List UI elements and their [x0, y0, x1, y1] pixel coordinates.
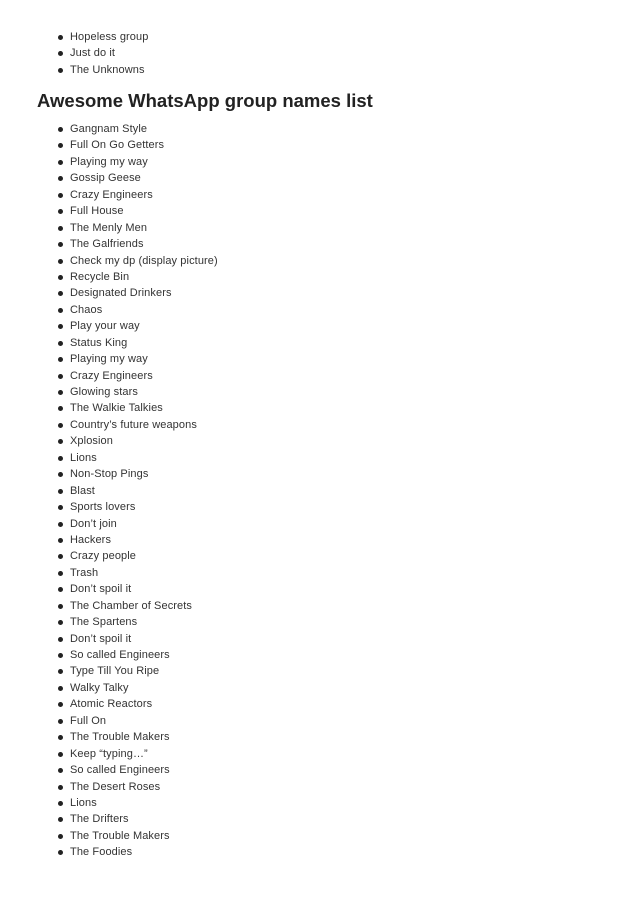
bullet-icon — [58, 554, 63, 559]
list-item-text: Gossip Geese — [70, 172, 141, 185]
bullet-icon — [58, 587, 63, 592]
list-item-text: Check my dp (display picture) — [70, 254, 218, 267]
bullet-icon — [58, 817, 63, 822]
list-item-text: Full On Go Getters — [70, 139, 165, 152]
list-item-text: Crazy Engineers — [70, 188, 153, 201]
list-item-text: Full House — [70, 205, 124, 218]
bullet-icon — [58, 308, 63, 313]
list-item — [58, 516, 218, 532]
bullet-icon — [58, 341, 63, 346]
bullet-icon — [58, 259, 63, 264]
list-item — [58, 647, 218, 663]
section-heading: Awesome WhatsApp group names list — [37, 90, 373, 111]
list-item-text: Full On — [70, 714, 107, 727]
list-item-text: Lions — [70, 451, 97, 464]
list-item — [58, 680, 218, 696]
list-item-text: Country’s future weapons — [70, 418, 197, 431]
bullet-icon — [58, 439, 63, 444]
list-item — [58, 384, 218, 400]
bullet-icon — [58, 505, 63, 510]
list-item — [58, 220, 218, 236]
bullet-icon — [58, 357, 63, 362]
list-item — [58, 400, 218, 416]
list-item-text: The Trouble Makers — [70, 829, 170, 842]
list-item-text: Crazy people — [70, 550, 137, 563]
bullet-icon — [58, 735, 63, 740]
list-item-text: Recycle Bin — [70, 270, 130, 283]
bullet-icon — [58, 653, 63, 658]
list-item — [58, 45, 148, 61]
bullet-icon — [58, 423, 63, 428]
list-item — [58, 351, 218, 367]
bullet-icon — [58, 160, 63, 165]
list-item — [58, 746, 218, 762]
list-item — [58, 483, 218, 499]
list-item — [58, 532, 218, 548]
bullet-icon — [58, 637, 63, 642]
list-item-text: Chaos — [70, 303, 103, 316]
bullet-icon — [58, 35, 63, 40]
bullet-icon — [58, 226, 63, 231]
list-item-text: Type Till You Ripe — [70, 665, 160, 678]
list-item-text: Status King — [70, 336, 128, 349]
bullet-icon — [58, 275, 63, 280]
list-item — [58, 828, 218, 844]
bullet-icon — [58, 702, 63, 707]
list-item-text: The Walkie Talkies — [70, 402, 163, 415]
list-item — [58, 631, 218, 647]
bullet-icon — [58, 51, 63, 56]
list-item — [58, 548, 218, 564]
bullet-icon — [58, 209, 63, 214]
bullet-icon — [58, 324, 63, 329]
list-item — [58, 565, 218, 581]
list-item — [58, 170, 218, 186]
bullet-icon — [58, 620, 63, 625]
list-item — [58, 729, 218, 745]
list-item-text: Don’t join — [70, 517, 117, 530]
list-item — [58, 696, 218, 712]
list-item — [58, 450, 218, 466]
bullet-icon — [58, 604, 63, 609]
list-item — [58, 29, 148, 45]
list-item-text: Gangnam Style — [70, 123, 148, 135]
list-item-text: Lions — [70, 796, 97, 809]
list-item-text: Trash — [70, 566, 99, 579]
list-item-text: Hackers — [70, 533, 112, 546]
list-item — [58, 253, 218, 269]
list-item-text: The Spartens — [70, 616, 138, 629]
bullet-icon — [58, 127, 63, 132]
list-item-text: The Drifters — [70, 813, 129, 826]
bullet-icon — [58, 472, 63, 477]
bullet-icon — [58, 193, 63, 198]
list-item-text: So called Engineers — [70, 764, 170, 777]
list-item — [58, 318, 218, 334]
bullet-icon — [58, 143, 63, 148]
list-item-text: Hopeless group — [70, 31, 149, 43]
list-item-text: Non-Stop Pings — [70, 468, 149, 481]
bullet-icon — [58, 489, 63, 494]
list-item — [58, 713, 218, 729]
list-item — [58, 598, 218, 614]
bullet-icon — [58, 291, 63, 296]
list-item-text: Playing my way — [70, 155, 148, 168]
list-item — [58, 302, 218, 318]
list-item — [58, 795, 218, 811]
list-item-text: The Trouble Makers — [70, 731, 170, 744]
list-item-text: Don’t spoil it — [70, 583, 132, 596]
list-item — [58, 187, 218, 203]
list-item-text: Don’t spoil it — [70, 632, 132, 645]
list-item-text: The Foodies — [70, 846, 133, 859]
bullet-icon — [58, 242, 63, 247]
bullet-icon — [58, 456, 63, 461]
list-item — [58, 368, 218, 384]
list-item — [58, 203, 218, 219]
list-item-text: Atomic Reactors — [70, 698, 153, 711]
bullet-icon — [58, 571, 63, 576]
list-item — [58, 466, 218, 482]
list-item-text: Xplosion — [70, 435, 113, 448]
list-item — [58, 154, 218, 170]
list-item — [58, 811, 218, 827]
list-item-text: The Chamber of Secrets — [70, 599, 193, 612]
list-item-text: Playing my way — [70, 353, 148, 366]
list-item-text: Play your way — [70, 320, 140, 333]
list-item — [58, 285, 218, 301]
list-item — [58, 844, 218, 860]
list-item — [58, 663, 218, 679]
list-item — [58, 121, 218, 137]
bullet-icon — [58, 538, 63, 543]
bullet-icon — [58, 669, 63, 674]
list-item-text: Blast — [70, 484, 95, 497]
list-item — [58, 581, 218, 597]
list-item-text: Just do it — [70, 47, 116, 60]
bullet-icon — [58, 801, 63, 806]
list-item — [58, 269, 218, 285]
list-item — [58, 779, 218, 795]
bullet-icon — [58, 719, 63, 724]
list-item — [58, 614, 218, 630]
list-item-text: Crazy Engineers — [70, 369, 153, 382]
list-item-text: So called Engineers — [70, 649, 170, 661]
list-item-text: Glowing stars — [70, 386, 138, 398]
bullet-icon — [58, 374, 63, 379]
list-item-text: Keep “typing…” — [70, 747, 148, 760]
bullet-icon — [58, 768, 63, 773]
list-item — [58, 137, 218, 153]
bullet-icon — [58, 785, 63, 790]
list-item — [58, 417, 218, 433]
bullet-icon — [58, 176, 63, 181]
list-item-text: Designated Drinkers — [70, 287, 172, 300]
list-item — [58, 433, 218, 449]
list-item-text: The Desert Roses — [70, 780, 161, 793]
list-item — [58, 62, 148, 78]
list-item-text: Sports lovers — [70, 501, 136, 514]
bullet-icon — [58, 850, 63, 855]
bullet-icon — [58, 686, 63, 691]
list-item-text: The Unknowns — [70, 63, 145, 76]
list-item — [58, 499, 218, 515]
list-item-text: The Galfriends — [70, 238, 144, 251]
top-bullet-list — [58, 29, 148, 78]
list-item — [58, 762, 218, 778]
group-names-bullet-list — [58, 121, 218, 861]
bullet-icon — [58, 68, 63, 73]
list-item — [58, 335, 218, 351]
list-item-text: The Menly Men — [70, 221, 148, 234]
list-item — [58, 236, 218, 252]
bullet-icon — [58, 834, 63, 839]
bullet-icon — [58, 522, 63, 527]
bullet-icon — [58, 406, 63, 411]
bullet-icon — [58, 752, 63, 757]
list-item-text: Walky Talky — [70, 681, 129, 694]
bullet-icon — [58, 390, 63, 395]
